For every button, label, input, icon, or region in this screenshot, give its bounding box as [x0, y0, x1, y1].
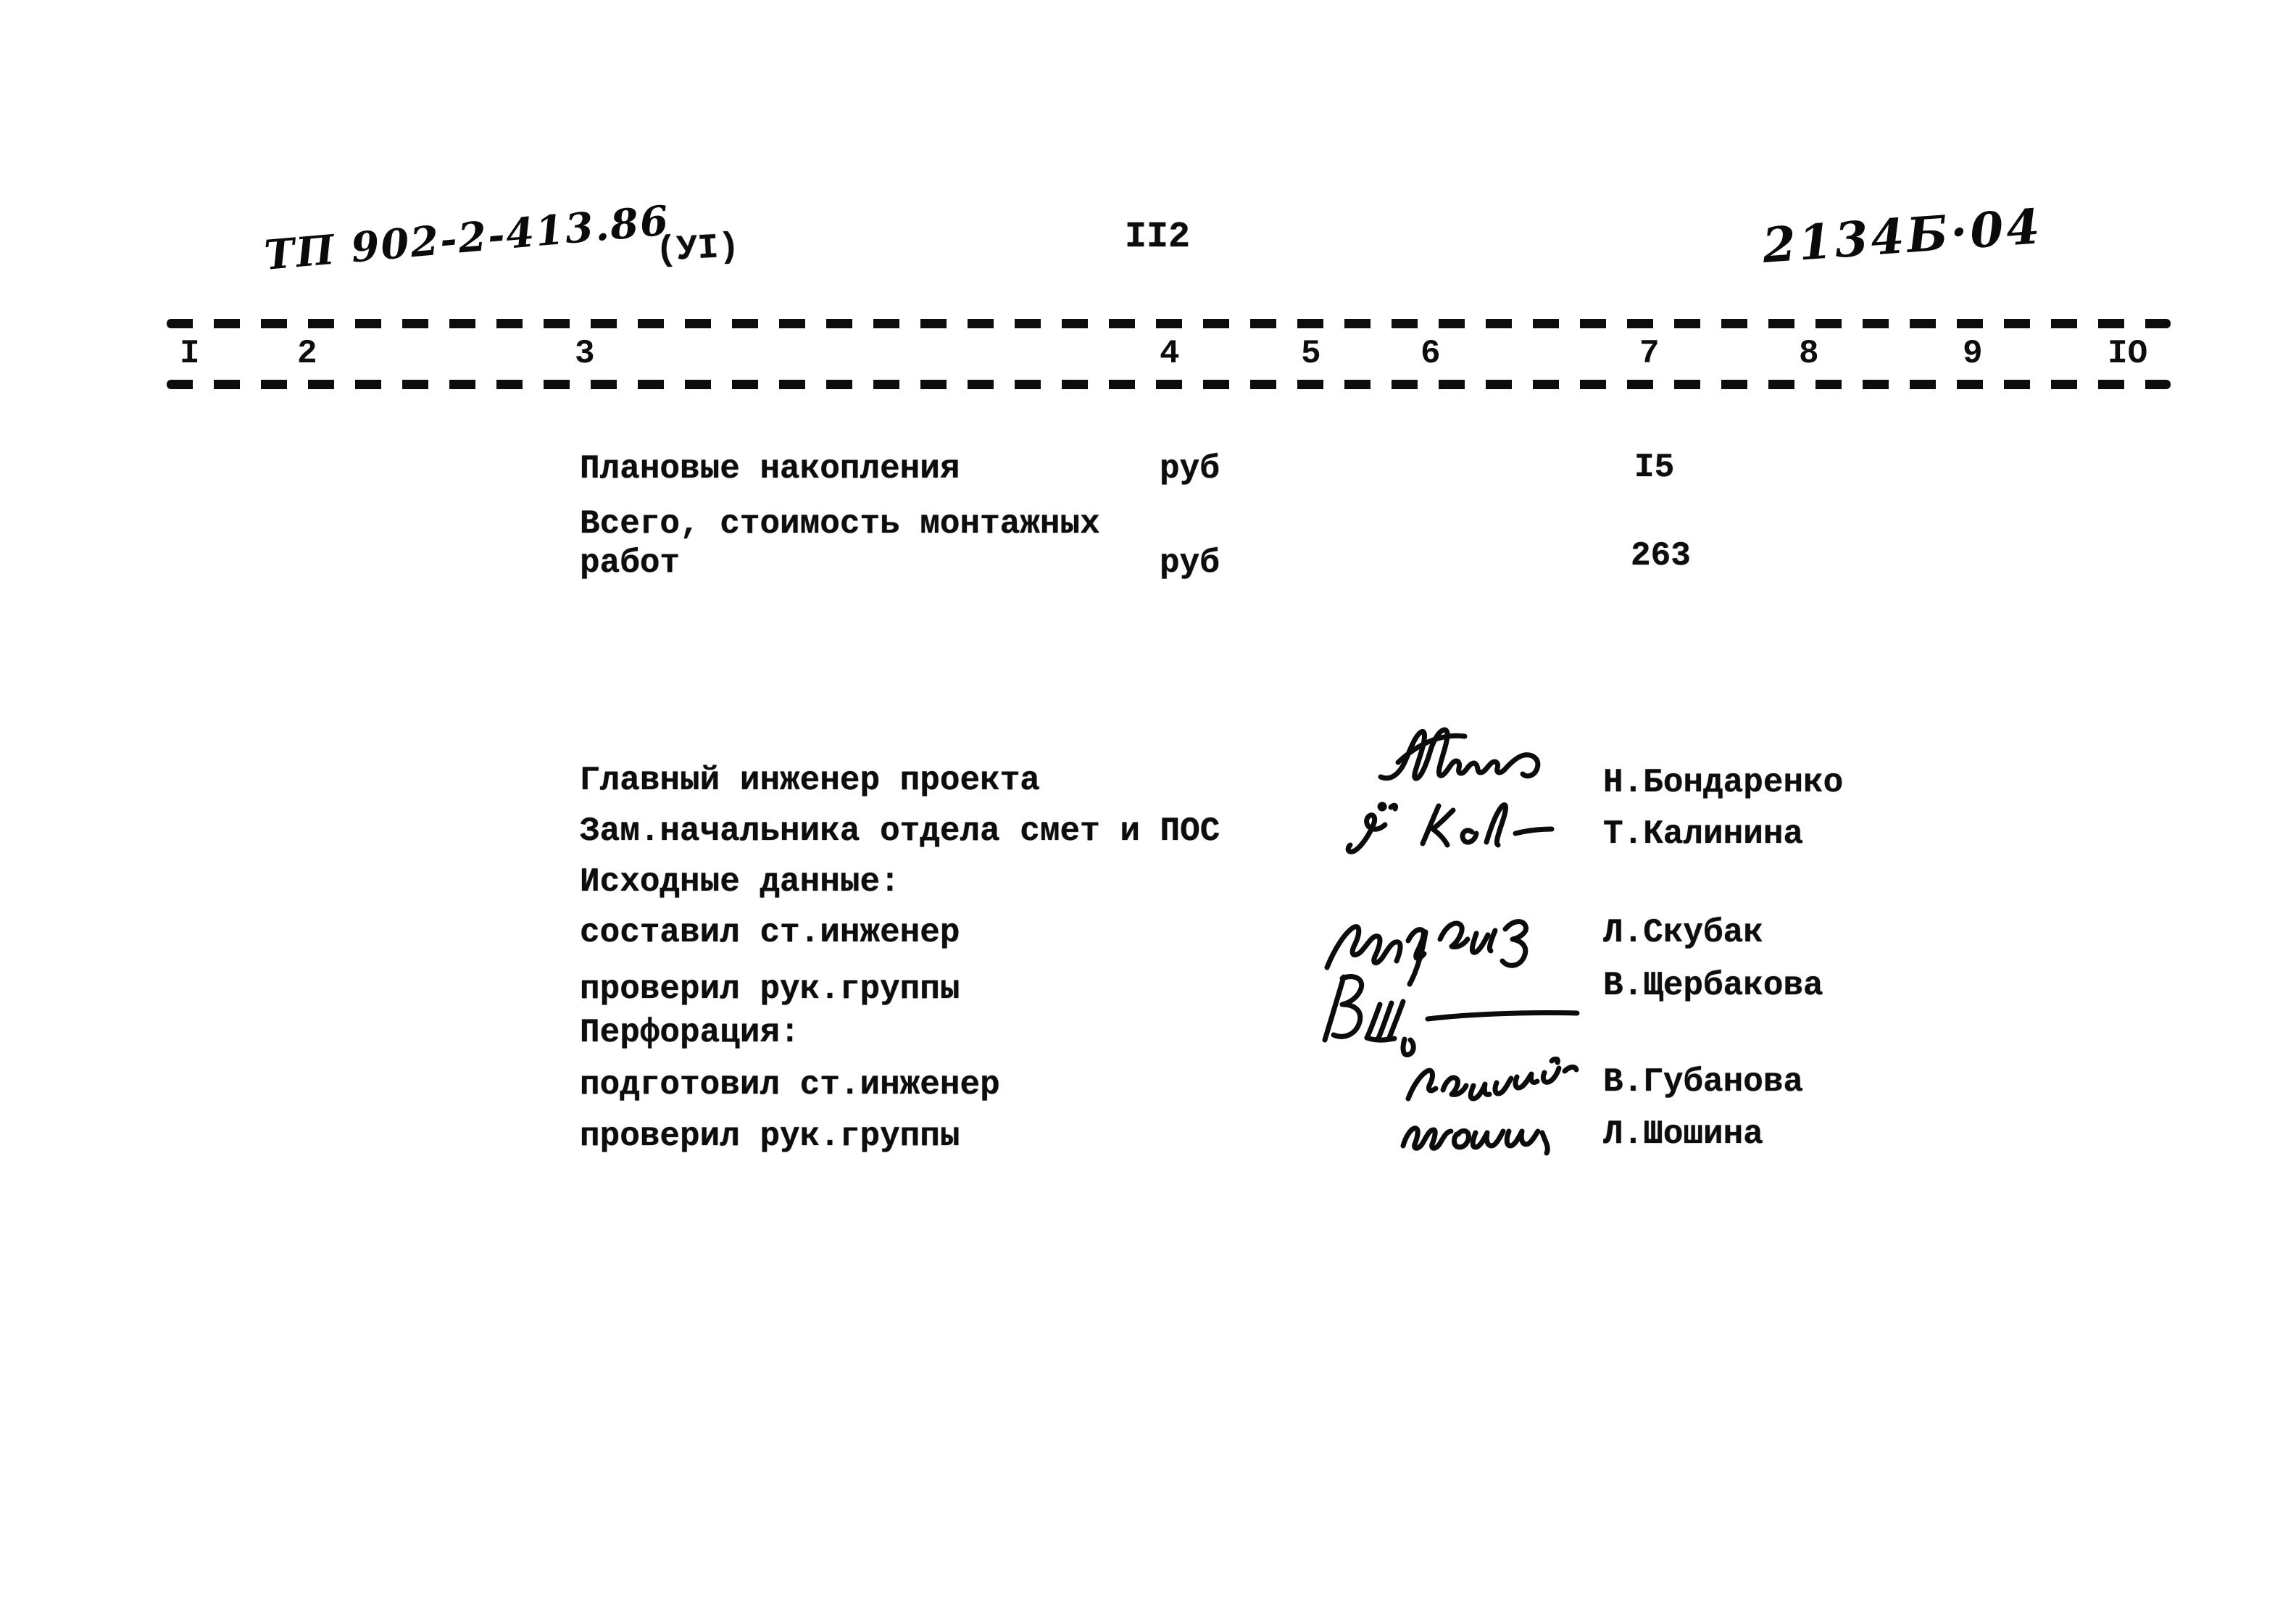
sig-role-source-data: Исходные данные:	[580, 863, 900, 901]
ruler-number-7: 7	[1639, 335, 1660, 373]
ruler-number-6: 6	[1421, 335, 1441, 373]
ruler-number-8: 8	[1799, 335, 1819, 373]
signature-shcherbakova	[1319, 971, 1587, 1062]
dashed-line-bottom	[167, 380, 2171, 389]
series-label: (УІ)	[654, 228, 741, 271]
sig-name-shcherbakova: В.Щербакова	[1603, 967, 1823, 1004]
signature-bondarenko	[1373, 725, 1551, 794]
sig-role-checked-by-1: проверил рук.группы	[580, 970, 960, 1008]
ruler-number-4: 4	[1160, 335, 1180, 373]
sig-role-compiled-by: составил ст.инженер	[580, 914, 960, 952]
project-code-handwritten: ТП 902-2-413.86	[262, 196, 672, 280]
sig-role-deputy-head: Зам.начальника отдела смет и ПОС	[580, 812, 1220, 850]
sig-name-kalinina: Т.Калинина	[1603, 815, 1804, 853]
ruler-number-1: I	[180, 335, 200, 373]
table-row-2-value: 263	[1631, 537, 1691, 575]
signature-gubanova	[1402, 1057, 1580, 1109]
ruler-number-3: 3	[575, 335, 595, 373]
table-row-2-unit: руб	[1160, 544, 1220, 582]
dashed-line-top	[167, 319, 2171, 328]
table-row-2-label-line2: работ	[580, 544, 681, 582]
ruler-number-5: 5	[1301, 335, 1321, 373]
table-row-2-label-line1: Всего, стоимость монтажных	[580, 505, 1100, 543]
table-row-1-label: Плановые накопления	[580, 450, 960, 488]
inventory-number-handwritten: 2134Б·04	[1760, 198, 2045, 274]
ruler-number-2: 2	[297, 335, 317, 373]
page-number: II2	[1125, 217, 1191, 258]
sig-name-skubak: Л.Скубак	[1603, 914, 1763, 952]
sig-name-shoshina: Л.Шошина	[1603, 1115, 1763, 1153]
ruler-number-10: IO	[2108, 335, 2148, 373]
sig-role-checked-by-2: проверил рук.группы	[580, 1118, 960, 1155]
ruler-number-9: 9	[1963, 335, 1983, 373]
sig-name-bondarenko: Н.Бондаренко	[1603, 764, 1844, 802]
table-row-1-value: I5	[1634, 449, 1675, 486]
sig-role-perforation: Перфорация:	[580, 1014, 800, 1052]
sig-name-gubanova: В.Губанова	[1603, 1063, 1804, 1101]
sig-role-prepared-by: подготовил ст.инженер	[580, 1066, 1000, 1104]
table-row-1-unit: руб	[1160, 450, 1220, 488]
signature-kalinina	[1344, 797, 1558, 857]
sig-role-chief-engineer: Главный инженер проекта	[580, 762, 1040, 799]
signature-shoshina	[1399, 1112, 1569, 1157]
